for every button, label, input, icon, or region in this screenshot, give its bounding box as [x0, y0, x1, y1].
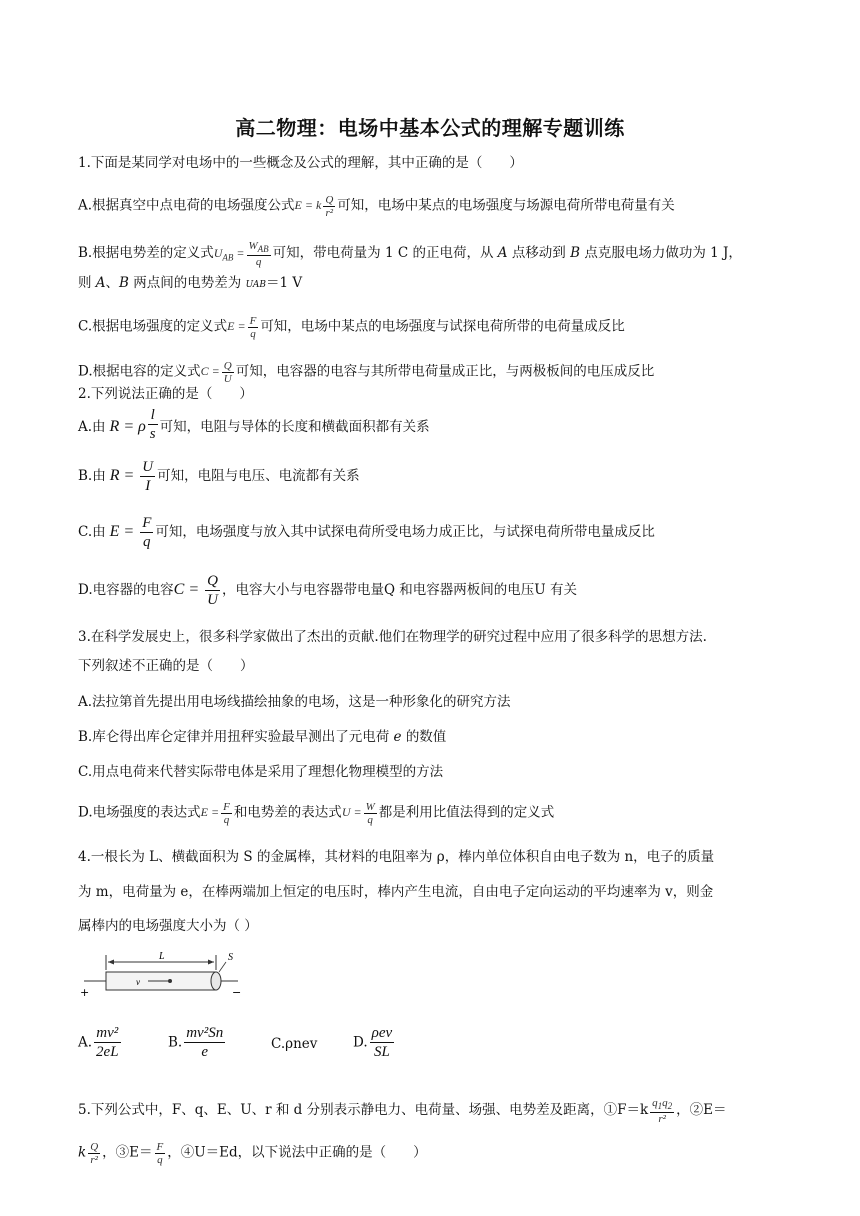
q4-option-b: B. $\frac{\text{mv²Sn}}{e}$: [168, 1025, 224, 1060]
page-title: 高二物理：电场中基本公式的理解专题训练: [235, 116, 625, 140]
q1-stem: 1.下面是某同学对电场中的一些概念及公式的理解，其中正确的是（ ）: [78, 155, 523, 171]
q3-d-formula-e-image: E = $\frac{F}{q}$: [200, 801, 230, 826]
q3-stem-line1: 3.在科学发展史上，很多科学家做出了杰出的贡献.他们在物理学的研究过程中应用了很多科学的思想方法.: [78, 629, 707, 645]
q3-d-formula-u-image: U = $\frac{W}{q}$: [341, 801, 375, 826]
q1-option-b-line2: 则 A、B 两点间的电势差为 UAB＝1 V: [78, 275, 303, 291]
q1-option-b: B.根据电势差的定义式$U_{AB}$ = $\frac{W_{AB}}{q}$ 可知，带电荷量为 1 C 的正电荷，从 A 点移动到 B 点克服电场力做功为 1 J，: [78, 240, 742, 269]
q5-coulomb-formula-image: $\frac{q_1q_2}{\text{r²}}$: [652, 1097, 673, 1126]
q3-option-d: D.电场强度的表达式E = $\frac{F}{q}$ 和电势差的表达式U = $\frac{W}{q}$ 都是利用比值法得到的定义式: [78, 801, 555, 826]
plus-terminal: +: [80, 986, 90, 999]
q2-option-c: C.由 E = $\frac{F}{q}$ 可知，电场强度与放入其中试探电荷所受电场力成正比，与试探电荷所带电量成反比: [78, 515, 655, 550]
q1-c-formula-image: E = $\frac{F}{q}$: [227, 315, 257, 340]
q4-stem-line1: 4.一根长为 L、横截面积为 S 的金属棒，其材料的电阻率为 ρ，棒内单位体积自由电子数为 n，电子的质量: [78, 849, 715, 865]
q4-option-c: C.ρnev: [271, 1036, 318, 1052]
q2-option-a: A.由 R = ρ $\frac{l}{s}$ 可知，电阻与导体的长度和横截面积都有关系: [78, 407, 430, 442]
rod-end-face: [211, 972, 221, 990]
q3-option-c: C.用点电荷来代替实际带电体是采用了理想化物理模型的方法: [78, 764, 444, 780]
q4-stem-line2: 为 m，电荷量为 e，在棒两端加上恒定的电压时，棒内产生电流，自由电子定向运动的平均速率为 v，则金: [78, 884, 714, 900]
area-label: S: [228, 952, 233, 963]
electron-dot: [168, 979, 172, 983]
q1-option-c: C.根据电场强度的定义式E = $\frac{F}{q}$ 可知，电场中某点的电场强度与试探电荷所带的电荷量成反比: [78, 315, 625, 340]
q1-option-d: D.根据电容的定义式C = $\frac{Q}{U}$ 可知，电容器的电容与其所带电荷量成正比，与两极板间的电压成反比: [78, 360, 655, 385]
minus-terminal: −: [232, 986, 242, 999]
q5-line2: k $\frac{Q}{\text{r²}}$ ，③E＝ $\frac{F}{q}$ ，④U＝Ed，以下说法中正确的是（ ）: [78, 1141, 427, 1166]
q3-option-b: B.库仑得出库仑定律并用扭秤实验最早测出了元电荷 e 的数值: [78, 729, 447, 745]
q2-option-d: D.电容器的电容C = $\frac{Q}{U}$ ，电容大小与电容器带电量Q 和电容器两板间的电压U 有关: [78, 573, 577, 608]
q3-stem-line2: 下列叙述不正确的是（ ）: [78, 658, 254, 674]
q1-option-a: A.根据真空中点电荷的电场强度公式E = k $\frac{Q}{\text{r²}}$ 可知，电场中某点的电场强度与场源电荷所带电荷量有关: [78, 194, 675, 219]
q1-b-formula-image: $U_{AB}$ = $\frac{W_{AB}}{q}$: [213, 240, 269, 269]
q4-stem-line3: 属棒内的电场强度大小为（ ）: [78, 918, 258, 934]
q5-point-charge-formula-image: $\frac{Q}{\text{r²}}$: [90, 1141, 99, 1166]
q2-stem: 2.下列说法正确的是（ ）: [78, 386, 253, 402]
velocity-label: v: [136, 977, 140, 987]
q1-d-formula-image: C = $\frac{Q}{U}$: [200, 360, 232, 385]
q3-option-a: A.法拉第首先提出用电场线描绘抽象的电场，这是一种形象化的研究方法: [78, 694, 511, 710]
q5-field-formula-image: $\frac{F}{q}$: [156, 1141, 164, 1166]
q5-line1: 5.下列公式中，F、q、E、U、r 和 d 分别表示静电力、电荷量、场强、电势差及距离，①F＝k $\frac{q_1q_2}{\text{r²}}$ ，②E＝: [78, 1097, 727, 1126]
metal-rod-figure: [76, 950, 246, 1006]
length-label: L: [159, 951, 165, 962]
q4-option-a: A. $\frac{\text{mv²}}{2eL}$: [78, 1025, 119, 1060]
q2-option-b: B.由 R = $\frac{U}{I}$ 可知，电阻与电压、电流都有关系: [78, 459, 360, 494]
q1-a-formula-image: E = k $\frac{Q}{\text{r²}}$: [294, 194, 334, 219]
q4-option-d: D. $\frac{\text{ρev}}{SL}$: [353, 1025, 393, 1060]
